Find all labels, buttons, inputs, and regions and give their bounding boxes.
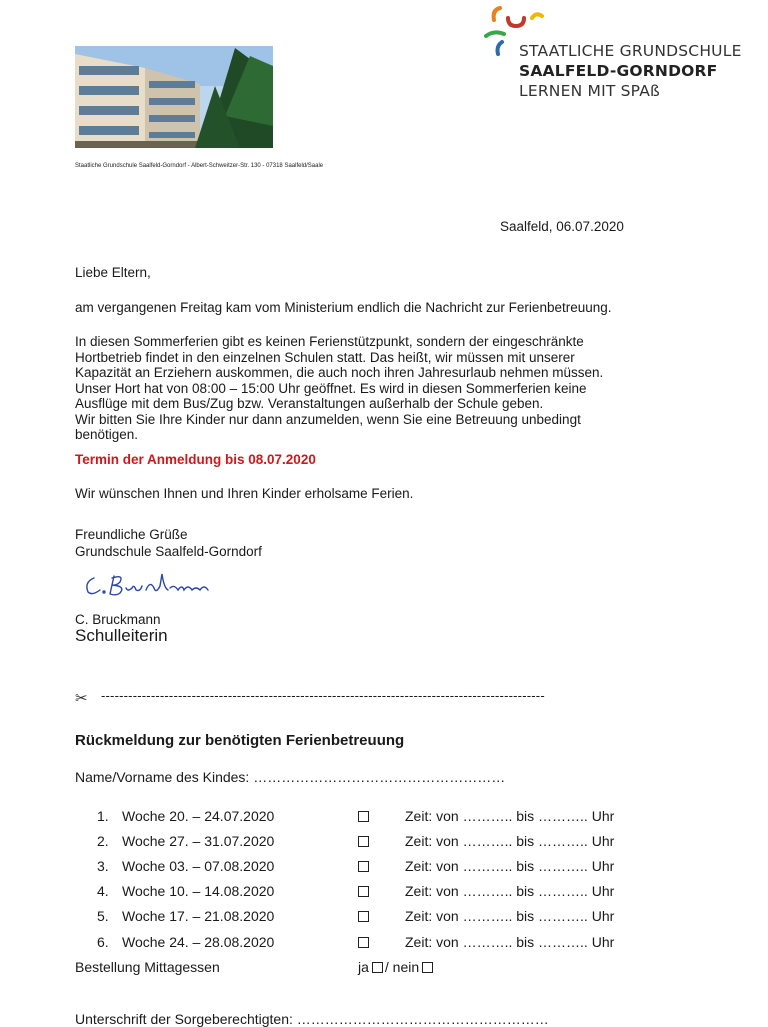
week-number: 2. [97,833,109,849]
week-row [0,858,768,876]
school-building-image [75,46,273,148]
guardian-signature-field[interactable]: Unterschrift der Sorgeberechtigten: ……………………………………………… [75,1011,549,1027]
form-heading: Rückmeldung zur benötigten Ferienbetreuung [75,732,405,749]
logo-motto: LERNEN MIT SPAß [519,82,661,100]
week-number: 6. [97,934,109,950]
lunch-yes-checkbox[interactable] [372,962,383,973]
week-checkbox[interactable] [358,886,369,897]
week-label: Woche 24. – 28.08.2020 [122,934,275,950]
closing-school-name: Grundschule Saalfeld-Gorndorf [75,544,262,559]
body-line: Kapazität an Erziehern auskommen, die auch noch ihren Jahresurlaub nehmen müssen. [75,365,604,380]
week-number: 3. [97,858,109,874]
wishes-line: Wir wünschen Ihnen und Ihren Kinder erholsame Ferien. [75,486,414,501]
intro-paragraph: am vergangenen Freitag kam vom Ministerium endlich die Nachricht zur Ferienbetreuung. [75,300,612,315]
week-checkbox[interactable] [358,861,369,872]
salutation: Liebe Eltern, [75,265,151,280]
week-row [0,934,768,952]
lunch-options [358,959,435,975]
signature-image [80,568,225,604]
lunch-order-label: Bestellung Mittagessen [75,959,220,975]
lunch-no-label: / nein [384,959,420,975]
week-row [0,908,768,926]
week-checkbox[interactable] [358,836,369,847]
body-line: benötigen. [75,427,139,442]
body-line: Unser Hort hat von 08:00 – 15:00 Uhr geöffnet. Es wird in diesen Sommerferien keine [75,380,587,396]
scissors-icon: ✂ [75,690,88,707]
body-paragraph [75,334,603,443]
dashed-cut-line: -------------------------------------------------------------------------------------------------- [101,688,545,703]
child-name-field[interactable]: Name/Vorname des Kindes: ……………………………………………… [75,769,506,785]
week-label: Woche 20. – 24.07.2020 [122,808,275,824]
week-time-field[interactable]: Zeit: von ……….. bis ……….. Uhr [405,908,615,924]
letter-date: Saalfeld, 06.07.2020 [500,219,624,234]
week-time-field[interactable]: Zeit: von ……….. bis ……….. Uhr [405,934,615,950]
sender-address-line: Staatliche Grundschule Saalfeld-Gorndorf - Albert-Schweitzer-Str. 130 - 07318 Saalfeld/Saale [75,163,324,169]
week-label: Woche 27. – 31.07.2020 [122,833,275,849]
week-time-field[interactable]: Zeit: von ……….. bis ……….. Uhr [405,858,615,874]
week-row [0,808,768,826]
body-line: Hortbetrieb findet in den einzelnen Schulen statt. Das heißt, wir müssen mit unserer [75,349,575,365]
week-label: Woche 17. – 21.08.2020 [122,908,275,924]
week-checkbox[interactable] [358,811,369,822]
week-label: Woche 10. – 14.08.2020 [122,883,275,899]
school-building-photo [75,46,273,148]
week-row [0,883,768,901]
handwritten-signature [80,568,225,604]
week-time-field[interactable]: Zeit: von ……….. bis ……….. Uhr [405,808,615,824]
week-checkbox[interactable] [358,911,369,922]
body-line: Wir bitten Sie Ihre Kinder nur dann anzumelden, wenn Sie eine Betreuung unbedingt [75,411,581,427]
week-row [0,833,768,851]
logo-school-name: SAALFELD-GORNDORF [519,62,718,80]
signer-role: Schulleiterin [75,626,168,645]
cut-separator [75,690,675,706]
week-label: Woche 03. – 07.08.2020 [122,858,275,874]
body-line: Ausflüge mit dem Bus/Zug bzw. Veranstaltungen außerhalb der Schule geben. [75,396,544,411]
week-number: 5. [97,908,109,924]
lunch-no-checkbox[interactable] [422,962,433,973]
week-time-field[interactable]: Zeit: von ……….. bis ……….. Uhr [405,883,615,899]
week-number: 4. [97,883,109,899]
logo-title-line: STAATLICHE GRUNDSCHULE [519,42,742,60]
closing-greeting: Freundliche Grüße [75,527,188,542]
signer-name: C. Bruckmann [75,612,161,627]
body-line: In diesen Sommerferien gibt es keinen Ferienstützpunkt, sondern der eingeschränkte [75,334,584,349]
week-number: 1. [97,808,109,824]
registration-deadline: Termin der Anmeldung bis 08.07.2020 [75,452,316,467]
lunch-yes-label: ja [358,959,369,975]
week-checkbox[interactable] [358,937,369,948]
week-time-field[interactable]: Zeit: von ……….. bis ……….. Uhr [405,833,615,849]
